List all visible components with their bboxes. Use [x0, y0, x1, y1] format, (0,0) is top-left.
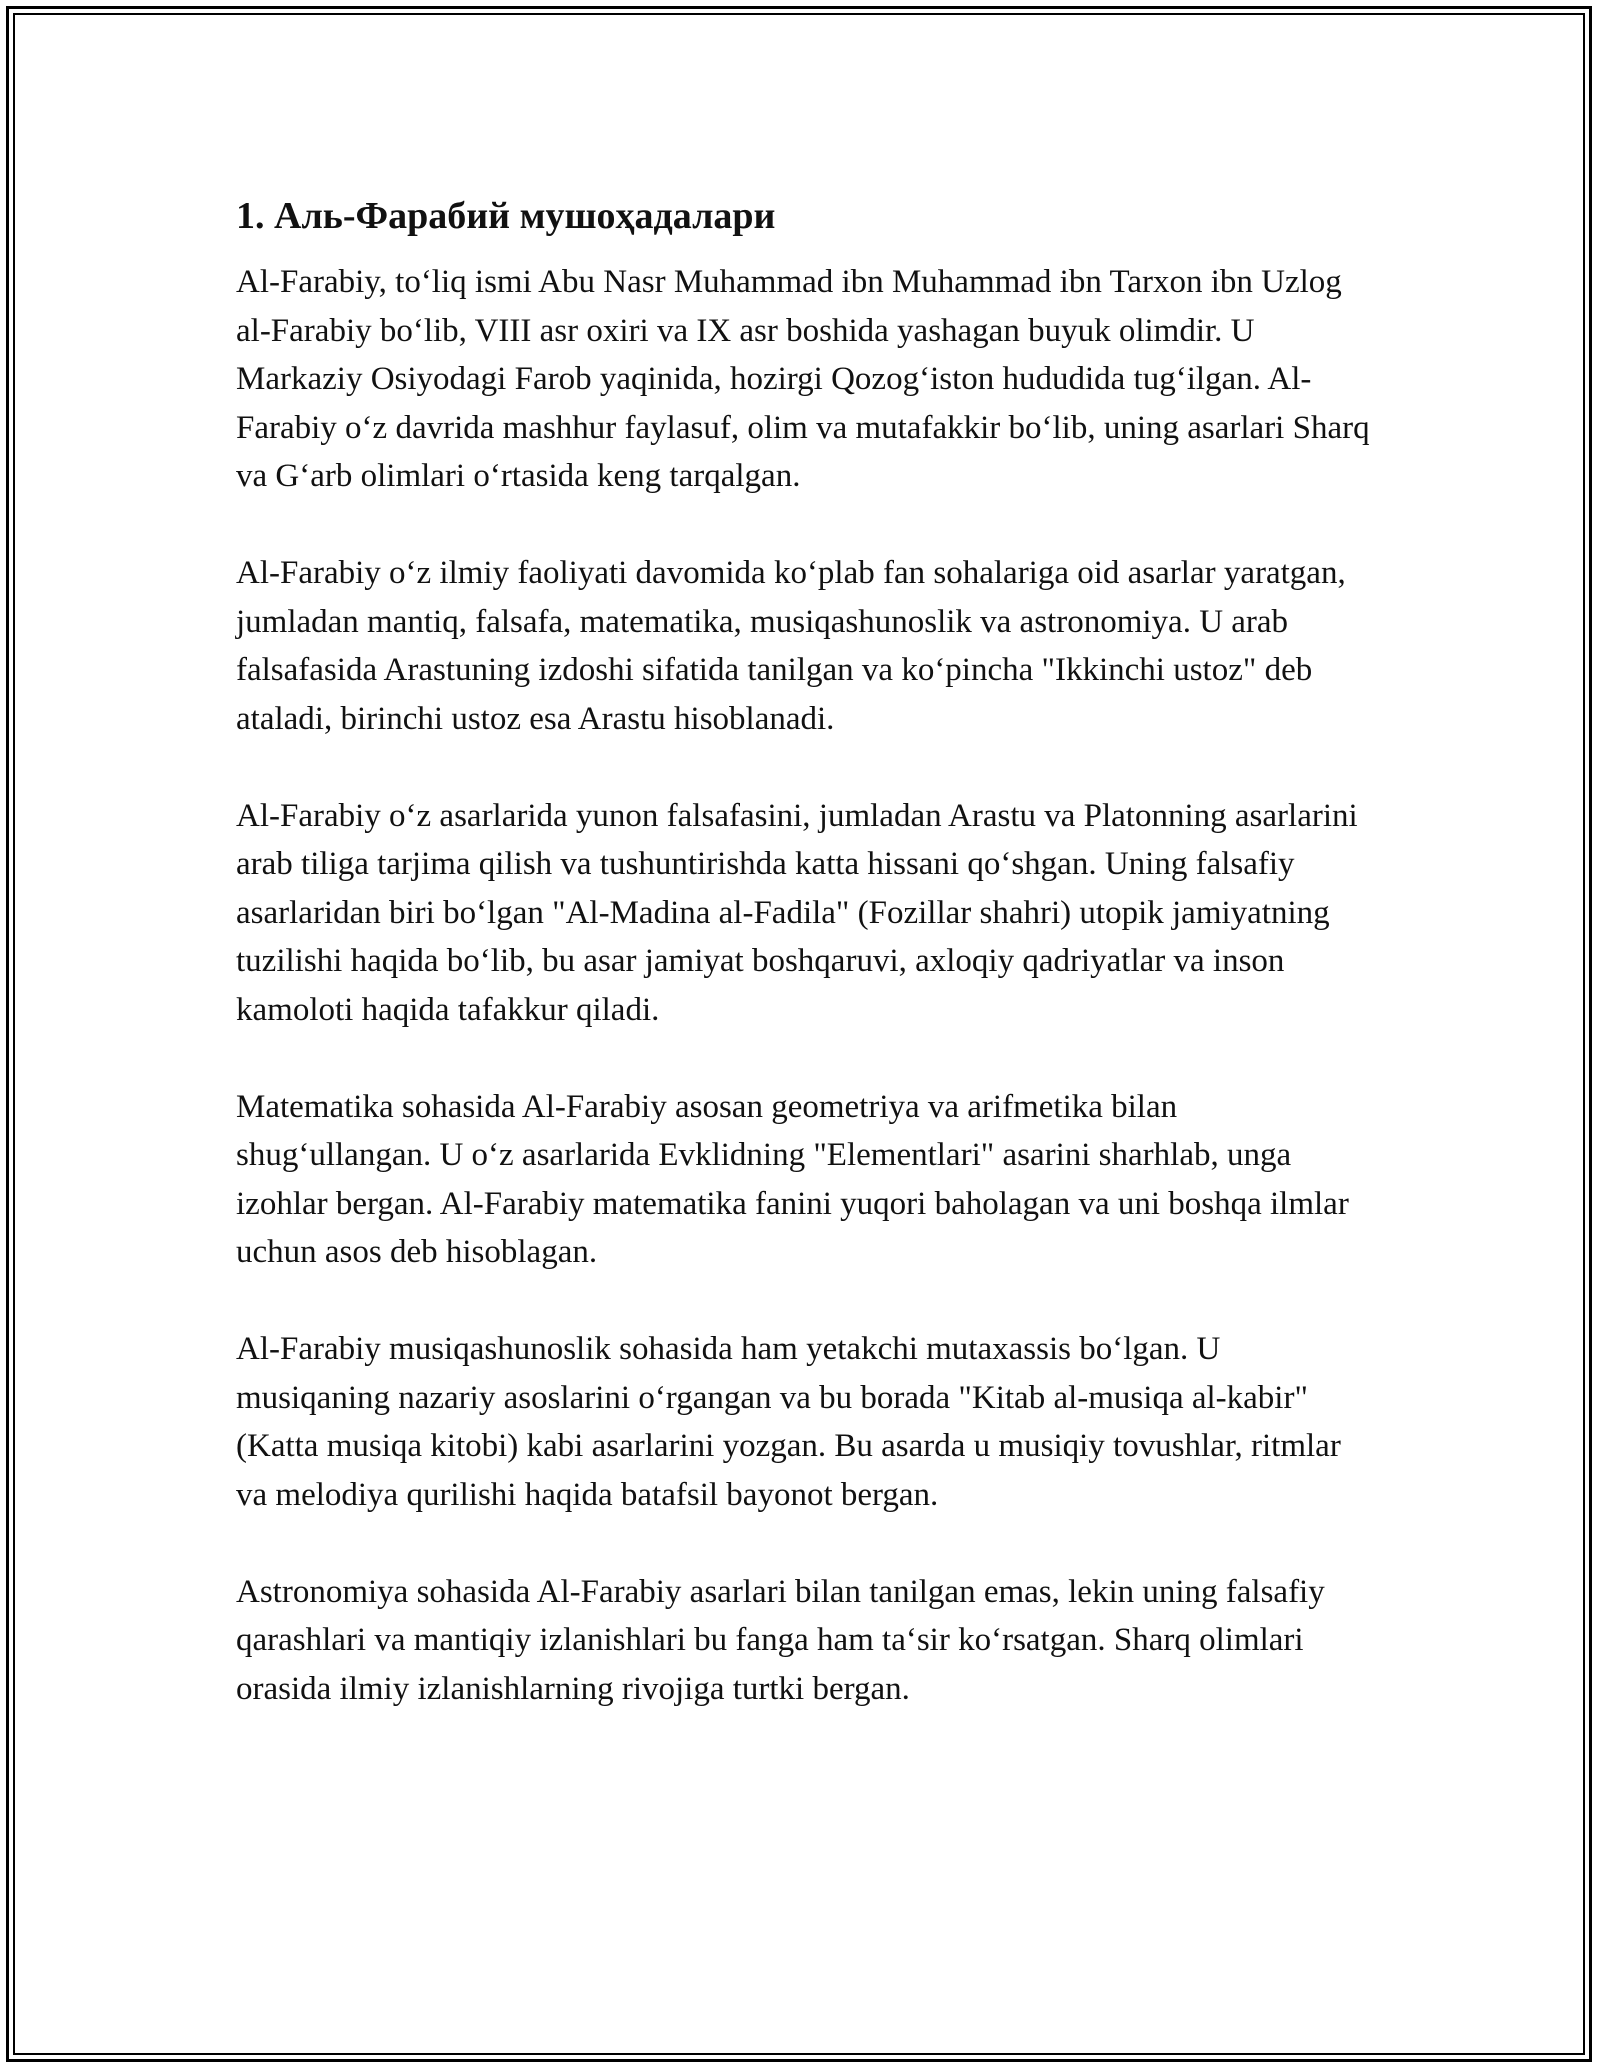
paragraph-astronomy: Astronomiya sohasida Al-Farabiy asarlari bilan tanilgan emas, lekin uning falsafiy qarashlari va mantiqiy izlanishlari bu fanga ham ta‘sir ko‘rsatgan. Sharq olimlari orasida ilmiy izlanishlarning rivojiga turtki bergan.: [236, 1573, 1325, 1707]
paragraph-scientific-activity: Al-Farabiy o‘z ilmiy faoliyati davomida ko‘plab fan sohalariga oid asarlar yaratgan, jumladan mantiq, falsafa, matematika, musiqashunoslik va astronomiya. U arab falsafasida Arastuning izdoshi sifatida tanilgan va ko‘pincha "Ikkinchi ustoz" deb ataladi, birinchi ustoz esa Arastu hisoblanadi.: [236, 555, 1346, 737]
paragraph-biography: Al-Farabiy, to‘liq ismi Abu Nasr Muhammad ibn Muhammad ibn Tarxon ibn Uzlog al-Farabiy bo‘lib, VIII asr oxiri va IX asr boshida yashagan buyuk olimdir. U Markaziy Osiyodagi Farob yaqinida, hozirgi Qozog‘iston hududida tug‘ilgan. Al-Farabiy o‘z davrida mashhur faylasuf, olim va mutafakkir bo‘lib, uning asarlari Sharq va G‘arb olimlari o‘rtasida keng tarqalgan.: [236, 264, 1370, 494]
paragraph-musicology: Al-Farabiy musiqashunoslik sohasida ham yetakchi mutaxassis bo‘lgan. U musiqaning nazariy asoslarini o‘rgangan va bu borada "Kitab al-musiqa al-kabir" (Katta musiqa kitobi) kabi asarlarini yozgan. Bu asarda u musiqiy tovushlar, ritmlar va melodiya qurilishi haqida batafsil bayonot bergan.: [236, 1331, 1341, 1513]
section-heading: 1. Аль-Фарабий мушоҳадалари: [236, 195, 776, 237]
document-body: [236, 188, 1376, 1762]
paragraph-mathematics: Matematika sohasida Al-Farabiy asosan geometriya va arifmetika bilan shug‘ullangan. U o‘z asarlarida Evklidning "Elementlari" asarini sharhlab, unga izohlar bergan. Al-Farabiy matematika fanini yuqori baholagan va uni boshqa ilmlar uchun asos deb hisoblagan.: [236, 1088, 1349, 1270]
paragraph-philosophy: Al-Farabiy o‘z asarlarida yunon falsafasini, jumladan Arastu va Platonning asarlarini arab tiliga tarjima qilish va tushuntirishda katta hissani qo‘shgan. Uning falsafiy asarlaridan biri bo‘lgan "Al-Madina al-Fadila" (Fozillar shahri) utopik jamiyatning tuzilishi haqida bo‘lib, bu asar jamiyat boshqaruvi, axloqiy qadriyatlar va inson kamoloti haqida tafakkur qiladi.: [236, 797, 1358, 1028]
